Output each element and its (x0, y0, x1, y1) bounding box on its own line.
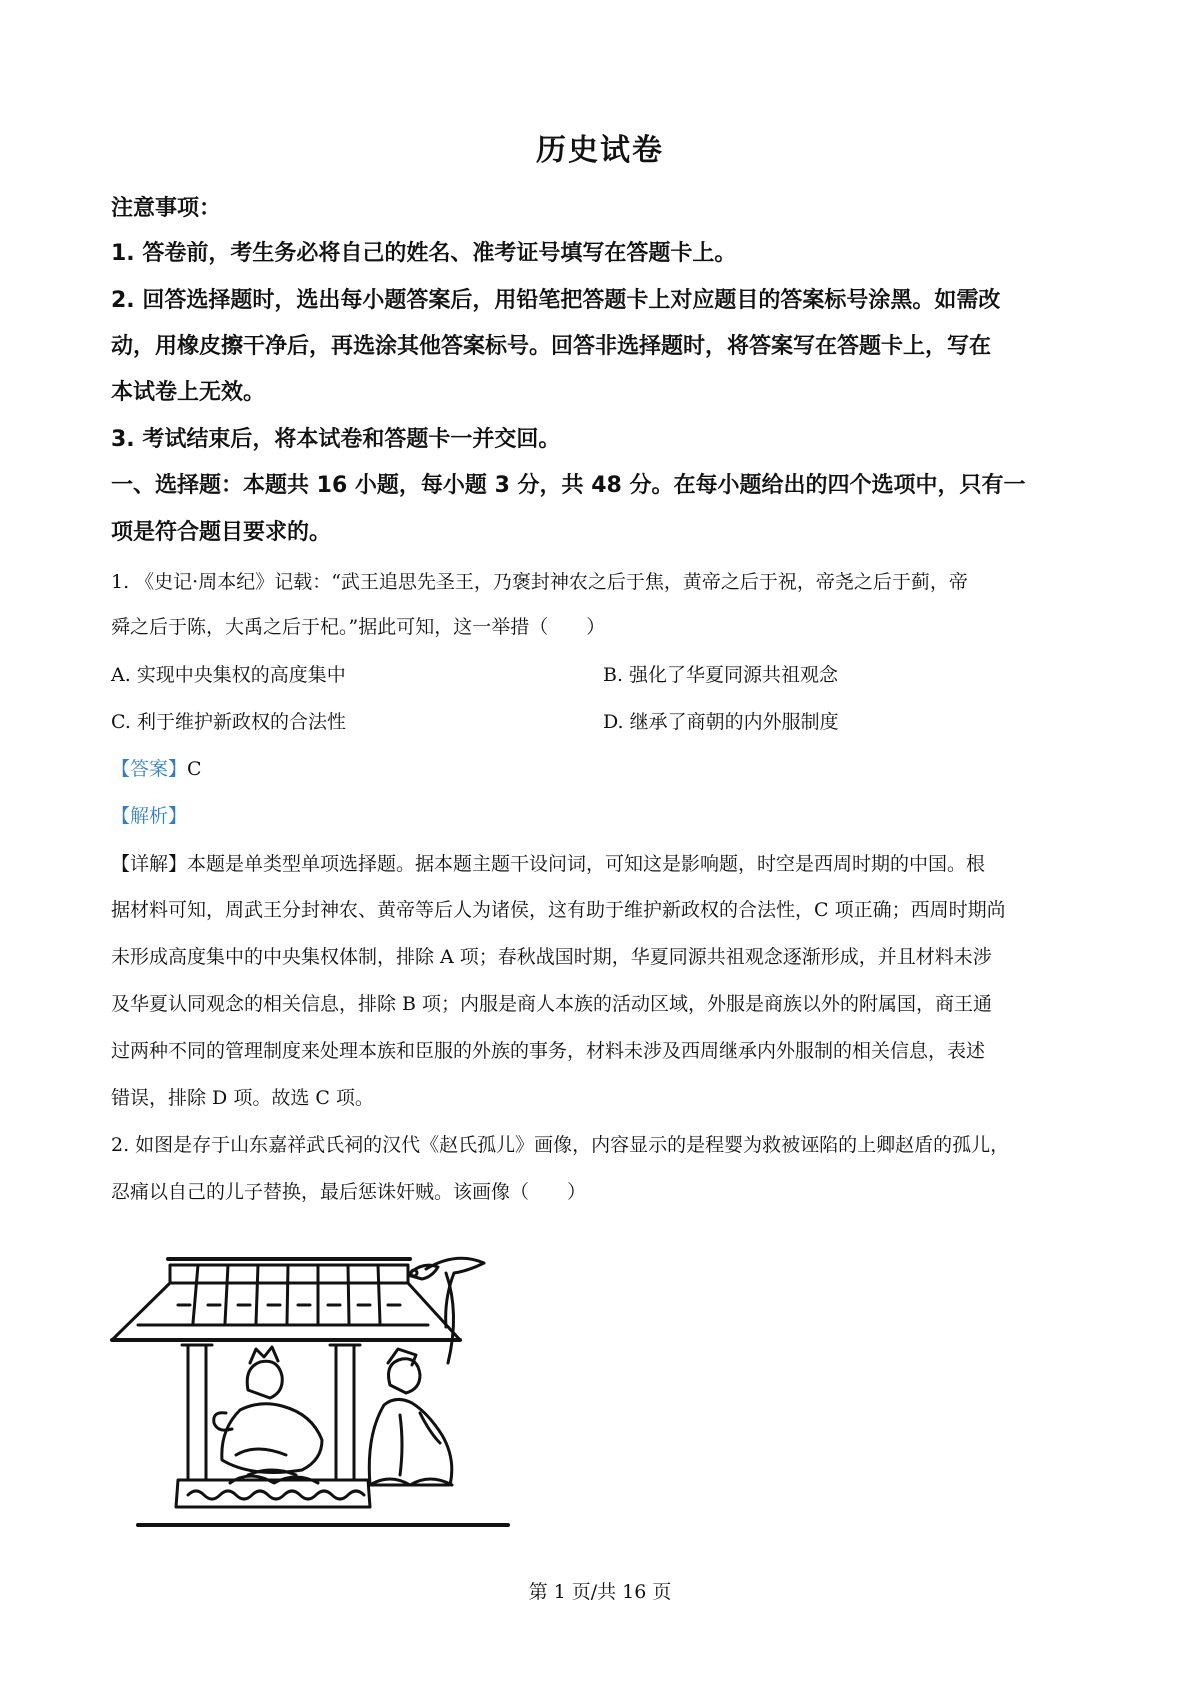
q1-detail-line-3: 未形成高度集中的中央集权体制，排除 A 项；春秋战国时期，华夏同源共祖观念逐渐形成，并且材料未涉 (111, 946, 992, 968)
q1-analysis-label: 【解析】 (111, 805, 188, 827)
q1-option-d: D. 继承了商朝的内外服制度 (603, 711, 839, 733)
q2-stem-cont: 忍痛以自己的儿子替换，最后惩诛奸贼。该画像（ ） (111, 1181, 587, 1203)
notice-item-3: 3. 考试结束后，将本试卷和答题卡一并交回。 (111, 427, 561, 452)
q1-option-c: C. 利于维护新政权的合法性 (111, 711, 346, 733)
section-heading-cont: 项是符合题目要求的。 (111, 520, 332, 545)
q1-stem-cont: 舜之后于陈，大禹之后于杞。”据此可知，这一举措（ ） (111, 616, 606, 638)
q2-stem: 2. 如图是存于山东嘉祥武氏祠的汉代《赵氏孤儿》画像，内容显示的是程婴为救被诬陷的上卿赵盾的孤儿， (111, 1134, 1010, 1156)
page-title: 历史试卷 (536, 133, 664, 168)
notice-item-1: 1. 答卷前，考生务必将自己的姓名、准考证号填写在答题卡上。 (111, 241, 737, 266)
q1-detail-line-2: 据材料可知，周武王分封神农、黄帝等后人为诸侯，这有助于维护新政权的合法性，C 项正确；西周时期尚 (111, 899, 1006, 921)
notice-heading: 注意事项： (111, 196, 222, 221)
q1-answer (111, 754, 202, 781)
page-number: 第 1 页/共 16 页 (528, 1581, 672, 1603)
q1-detail-line-4: 及华夏认同观念的相关信息，排除 B 项；内服是商人本族的活动区域，外服是商族以外的附属国，商王通 (111, 993, 993, 1015)
q1-option-b: B. 强化了华夏同源共祖观念 (603, 664, 839, 686)
answer-label: 【答案】 (111, 758, 188, 780)
relief-illustration (108, 1245, 518, 1530)
answer-value: C (187, 758, 202, 780)
q1-stem: 1. 《史记·周本纪》记载：“武王追思先圣王，乃褒封神农之后于焦，黄帝之后于祝，帝尧之后于蓟，帝 (111, 571, 968, 593)
notice-item-2-end: 本试卷上无效。 (111, 380, 266, 405)
q1-detail-line-5: 过两种不同的管理制度来处理本族和臣服的外族的事务，材料未涉及西周继承内外服制的相关信息，表述 (111, 1040, 986, 1062)
q1-detail-line-1: 【详解】本题是单类型单项选择题。据本题主题干设问词，可知这是影响题，时空是西周时期的中国。根 (111, 853, 986, 875)
q1-detail-line-6: 错误，排除 D 项。故选 C 项。 (111, 1087, 374, 1109)
notice-item-2-cont: 动，用橡皮擦干净后，再选涂其他答案标号。回答非选择题时，将答案写在答题卡上，写在 (111, 334, 992, 359)
section-heading: 一、选择题：本题共 16 小题，每小题 3 分，共 48 分。在每小题给出的四个选项中，只有一 (111, 473, 1026, 498)
q1-option-a: A. 实现中央集权的高度集中 (111, 664, 346, 686)
notice-item-2: 2. 回答选择题时，选出每小题答案后，用铅笔把答题卡上对应题目的答案标号涂黑。如需改 (111, 288, 1001, 313)
